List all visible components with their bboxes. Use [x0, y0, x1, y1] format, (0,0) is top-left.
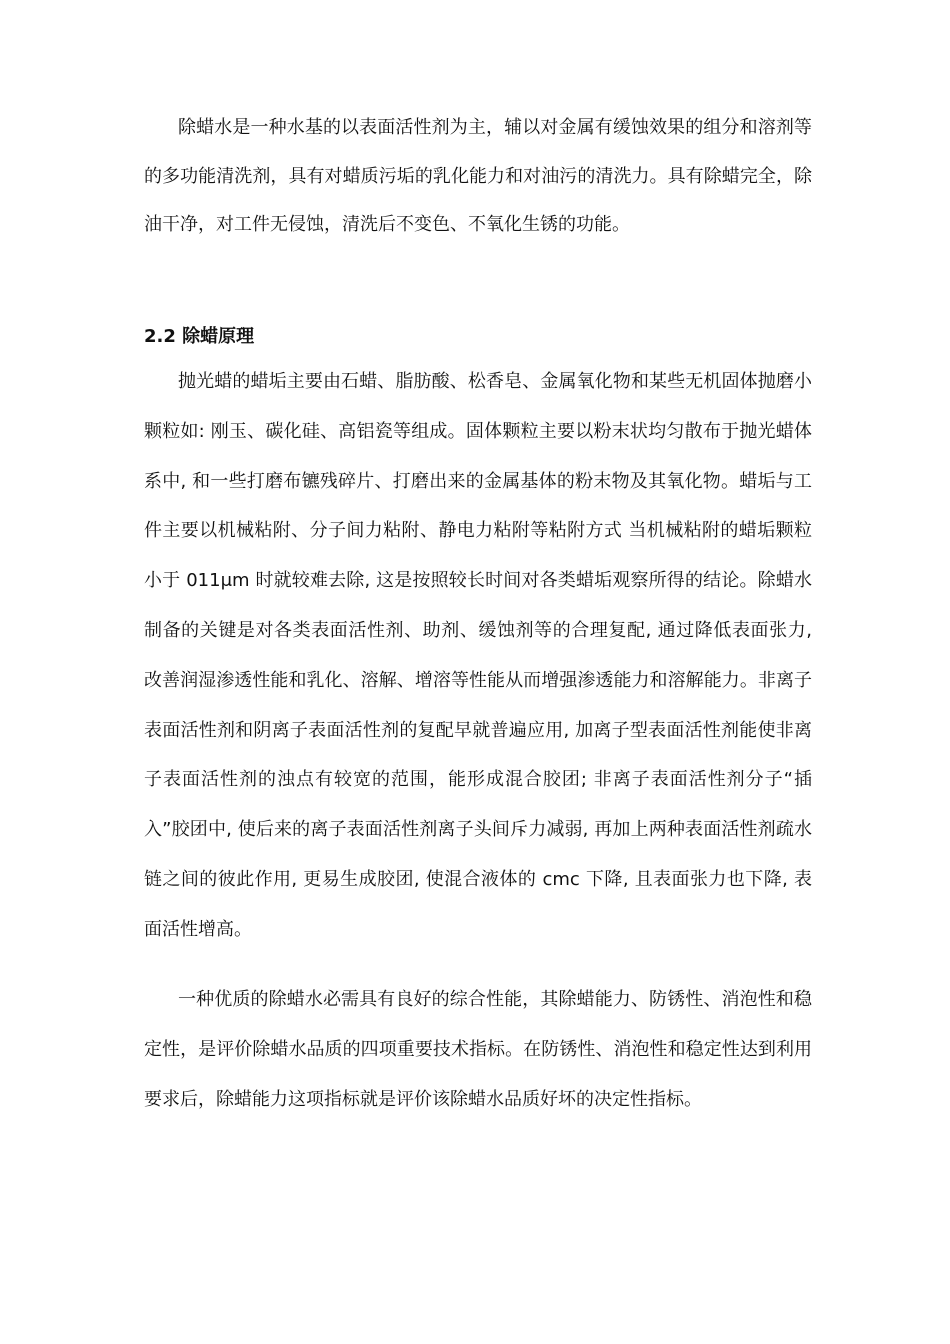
principle-paragraph: 抛光蜡的蜡垢主要由石蜡、脂肪酸、松香皂、金属氧化物和某些无机固体抛磨小颗粒如: 刚玉、碳化硅、高铝瓷等组成。固体颗粒主要以粉末状均匀散布于抛光蜡体系中, 和一些打磨布镳残碎片、打磨出来的金属基体的粉末物及其氧化物。蜡垢与工件主要以机械粘附、分子间力粘附、静电力粘附等粘附方式 当机械粘附的蜡垢颗粒小于 011μm 时就较难去除, 这是按照较长时间对各类蜡垢观察所得的结论。除蜡水制备的关键是对各类表面活性剂、助剂、缓蚀剂等的合理复配, 通过降低表面张力, 改善润湿渗透性能和乳化、溶解、增溶等性能从而增强渗透能力和溶解能力。非离子表面活性剂和阴离子表面活性剂的复配早就普遍应用, 加离子型表面活性剂能使非离子表面活性剂的浊点有较宽的范围，能形成混合胶团; 非离子表面活性剂分子“插入”胶团中, 使后来的离子表面活性剂离子头间斥力减弱, 再加上两种表面活性剂疏水链之间的彼此作用, 更易生成胶团, 使混合液体的 cmc 下降, 且表面张力也下降, 表面活性增高。 [144, 371, 812, 940]
section-heading: 2.2 除蜡原理 [144, 326, 255, 347]
intro-paragraph: 除蜡水是一种水基的以表面活性剂为主，辅以对金属有缓蚀效果的组分和溶剂等的多功能清洗剂，具有对蜡质污垢的乳化能力和对油污的清洗力。具有除蜡完全，除油干净，对工件无侵蚀，清洗后不变色、不氧化生锈的功能。 [144, 117, 812, 235]
quality-paragraph: 一种优质的除蜡水必需具有良好的综合性能，其除蜡能力、防锈性、消泡性和稳定性，是评价除蜡水品质的四项重要技术指标。在防锈性、消泡性和稳定性达到利用要求后，除蜡能力这项指标就是评价该除蜡水品质好坏的决定性指标。 [144, 989, 812, 1110]
